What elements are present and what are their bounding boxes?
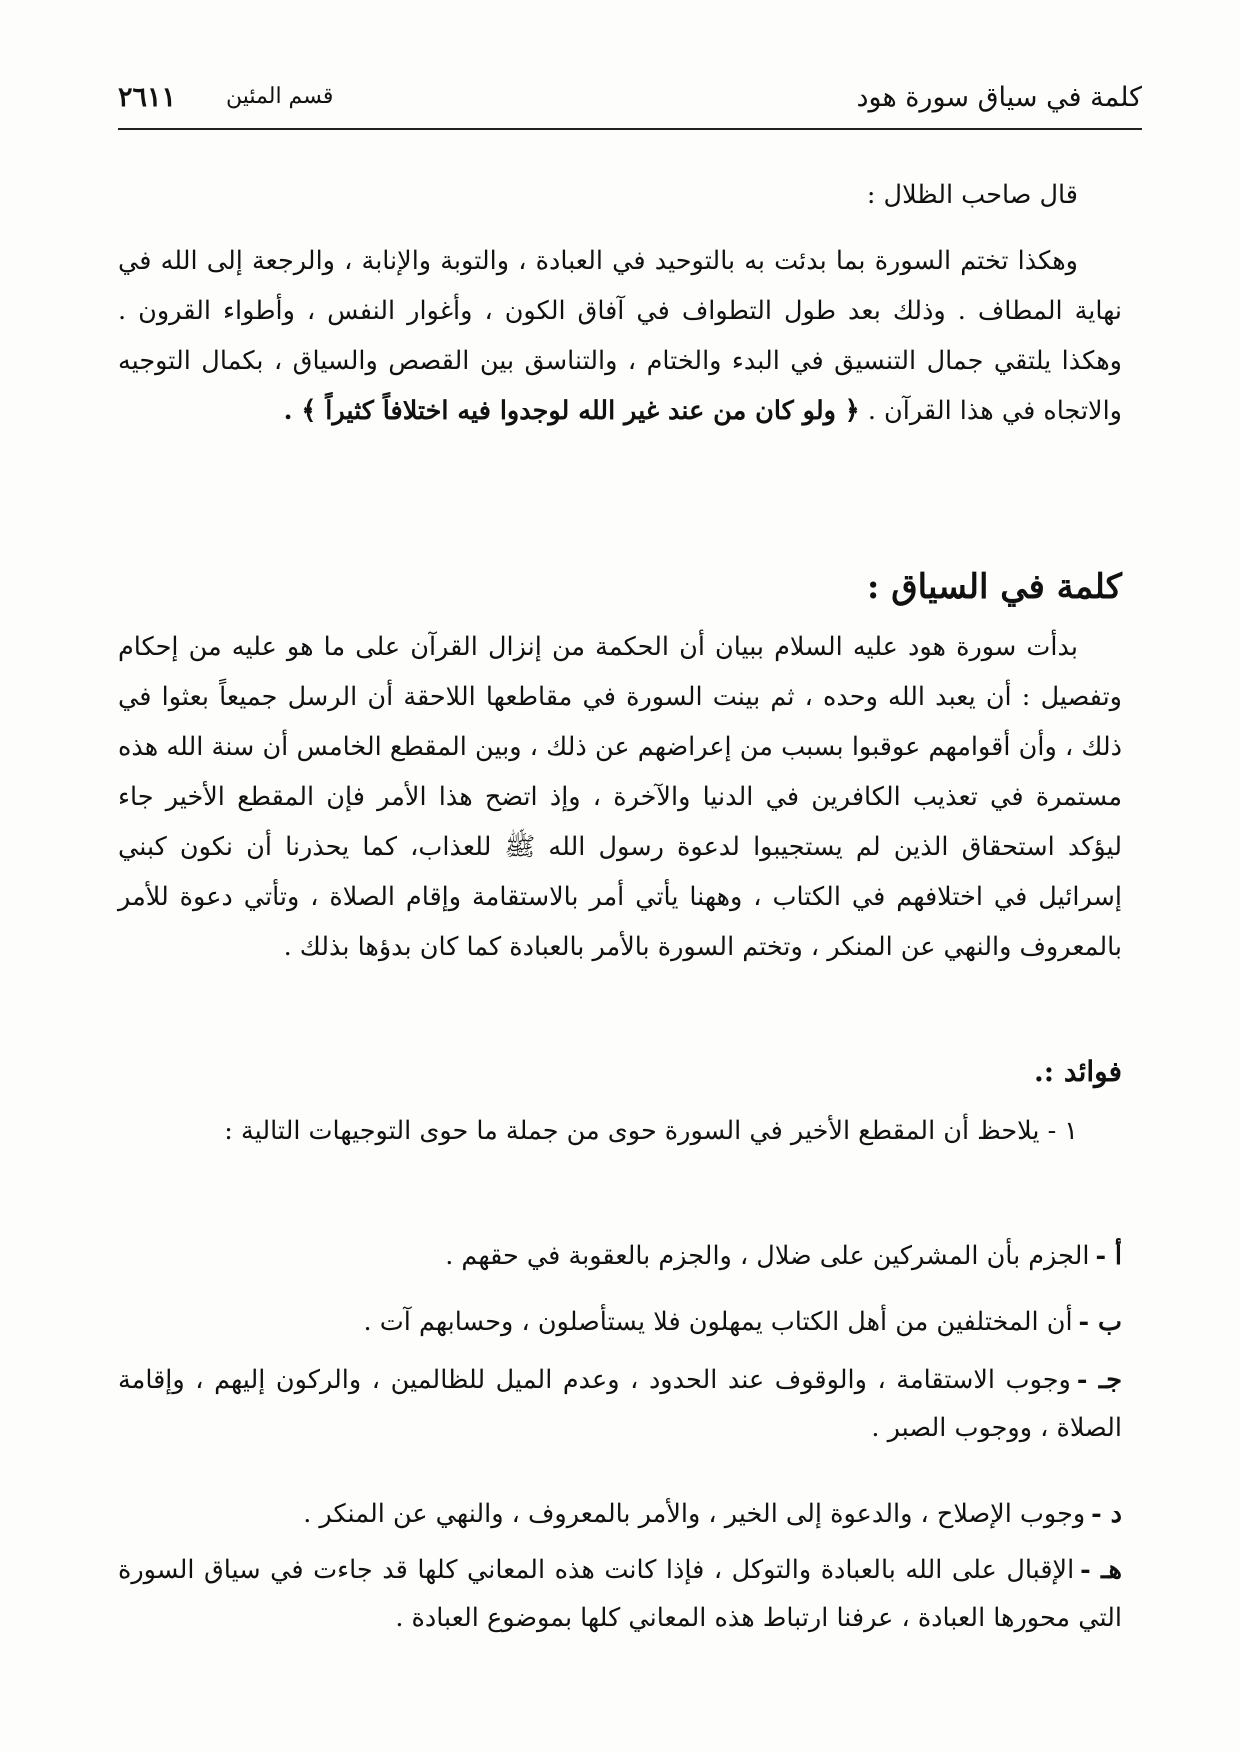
list-item bbox=[118, 1546, 1122, 1642]
benefit-1 bbox=[118, 1106, 1122, 1156]
list-item-mark: د - bbox=[1091, 1499, 1122, 1529]
list-item bbox=[118, 1232, 1122, 1280]
list-item-text: الجزم بأن المشركين على ضلال ، والجزم بالعقوبة في حقهم . bbox=[445, 1241, 1090, 1271]
list-item-text: أن المختلفين من أهل الكتاب يمهلون فلا يستأصلون ، وحسابهم آت . bbox=[363, 1307, 1073, 1337]
header-title: كلمة في سياق سورة هود bbox=[856, 82, 1142, 113]
intro-label-block bbox=[118, 170, 1122, 220]
paragraph-dhilal-body: وهكذا تختم السورة بما بدئت به بالتوحيد في العبادة ، والتوبة والإنابة ، والرجعة إلى الله في نهاية المطاف . وذلك بعد طول التطواف في آفاق الكون ، وأغوار النفس ، وأطواء القرون . وهكذا يلتقي جمال التنسيق في البدء والختام ، والتناسق بين القصص والسياق ، بكمال التوجيه والاتجاه في هذا القرآن . bbox=[118, 246, 1122, 426]
heading-context-block bbox=[118, 562, 1122, 612]
list-item-mark: أ - bbox=[1095, 1241, 1122, 1271]
header-divider bbox=[118, 128, 1142, 130]
page-number: ٢٦١١ bbox=[118, 82, 177, 113]
list-item-text: الإقبال على الله بالعبادة والتوكل ، فإذا كانت هذه المعاني كلها قد جاءت في سياق السورة التي محورها العبادة ، عرفنا ارتباط هذه المعاني كلها بموضوع العبادة . bbox=[118, 1555, 1122, 1633]
paragraph-dhilal-text bbox=[118, 236, 1122, 436]
heading-context: كلمة في السياق : bbox=[866, 567, 1122, 607]
paragraph-dhilal bbox=[118, 236, 1122, 436]
benefit-1-text: ١ - يلاحظ أن المقطع الأخير في السورة حوى من جملة ما حوى التوجيهات التالية : bbox=[224, 1116, 1078, 1146]
header-section: قسم المئين bbox=[226, 84, 334, 109]
list-item bbox=[118, 1298, 1122, 1346]
list-item-text: وجوب الاستقامة ، والوقوف عند الحدود ، وعدم الميل للظالمين ، والركون إليهم ، وإقامة الصلاة ، ووجوب الصبر . bbox=[118, 1365, 1122, 1443]
heading-benefits: فوائد :. bbox=[1034, 1055, 1122, 1088]
running-header bbox=[118, 82, 1142, 126]
list-item-mark: هـ - bbox=[1080, 1555, 1122, 1585]
list-item bbox=[118, 1356, 1122, 1452]
list-item-text: وجوب الإصلاح ، والدعوة إلى الخير ، والأمر بالمعروف ، والنهي عن المنكر . bbox=[303, 1499, 1086, 1529]
paragraph-context bbox=[118, 622, 1122, 972]
intro-label: قال صاحب الظلال : bbox=[866, 180, 1078, 210]
quran-quote: ﴿ ولو كان من عند غير الله لوجدوا فيه اختلافاً كثيراً ﴾ . bbox=[283, 396, 860, 426]
list-item bbox=[118, 1490, 1122, 1538]
list-item-mark: جـ - bbox=[1076, 1365, 1122, 1395]
heading-benefits-block bbox=[118, 1052, 1122, 1092]
list-item-mark: ب - bbox=[1078, 1307, 1122, 1337]
paragraph-context-text: بدأت سورة هود عليه السلام ببيان أن الحكمة من إنزال القرآن على ما هو عليه من إحكام وتفصيل : أن يعبد الله وحده ، ثم بينت السورة في مقاطعها اللاحقة أن الرسل جميعاً بعثوا في ذلك ، وأن أقوامهم عوقبوا بسبب من إعراضهم عن ذلك ، وبين المقطع الخامس أن سنة الله هذه مستمرة في تعذيب الكافرين في الدنيا والآخرة ، وإذ اتضح هذا الأمر فإن المقطع الأخير جاء ليؤكد استحقاق الذين لم يستجيبوا لدعوة رسول الله ﷺ للعذاب، كما يحذرنا أن نكون كبني إسرائيل في اختلافهم في الكتاب ، وههنا يأتي أمر بالاستقامة وإقام الصلاة ، وتأتي دعوة للأمر بالمعروف والنهي عن المنكر ، وتختم السورة بالأمر بالعبادة كما كان بدؤها بذلك . bbox=[118, 632, 1122, 962]
